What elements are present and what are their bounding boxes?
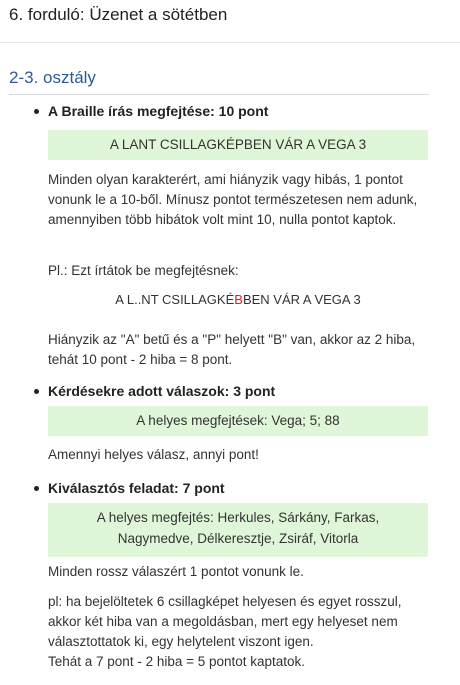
bullet-icon [34, 109, 39, 114]
paragraph: Tehát a 7 pont - 2 hiba = 5 pontot kaptatok. [48, 654, 306, 669]
section-heading: 2-3. osztály [9, 68, 96, 87]
list-item-selection [48, 478, 428, 498]
page-title: 6. forduló: Üzenet a sötétben [9, 5, 228, 24]
paragraph: Pl.: Ezt írtátok be megfejtésnek: [48, 263, 239, 278]
list-item-braille [48, 101, 428, 121]
paragraph: Hiányzik az "A" betű és a "P" helyett "B" van, akkor az 2 hiba, tehát 10 pont - 2 hiba = 8 pont. [48, 332, 416, 367]
item-title: Kiválasztós feladat: 7 pont [48, 480, 225, 496]
item-title: Kérdésekre adott válaszok: 3 pont [48, 383, 276, 399]
paragraph: pl: ha bejelöltetek 6 csillagképet helyesen és egyet rosszul, akkor két hiba van a megoldásban, mert egy helyeset nem választottatok ki, egy helytelent viszont igen. [48, 594, 402, 649]
example-answer: A L..NT CSILLAGKÉBBEN VÁR A VEGA 3 [115, 292, 361, 307]
answer-box: A helyes megfejtések: Vega; 5; 88 [48, 406, 428, 436]
section-divider [9, 94, 429, 95]
paragraph: Minden olyan karakterért, ami hiányzik vagy hibás, 1 pontot vonunk le a 10-ből. Mínusz pontot természetesen nem adunk, amennyiben több hibátok volt mint 10, nulla pontot kaptok. [48, 172, 418, 227]
bullet-icon [34, 486, 39, 491]
error-letter: B [234, 292, 243, 307]
paragraph: Minden rossz válaszért 1 pontot vonunk le. [48, 564, 304, 579]
answer-box: A LANT CSILLAGKÉPBEN VÁR A VEGA 3 [48, 130, 428, 160]
title-divider [0, 42, 460, 43]
item-title: A Braille írás megfejtése: 10 pont [48, 103, 269, 119]
bullet-icon [34, 389, 39, 394]
list-item-questions [48, 381, 428, 401]
answer-box: A helyes megfejtés: Herkules, Sárkány, Farkas, Nagymedve, Délkeresztje, Zsiráf, Vitorla [48, 503, 428, 557]
paragraph: Amennyi helyes válasz, annyi pont! [48, 447, 259, 462]
